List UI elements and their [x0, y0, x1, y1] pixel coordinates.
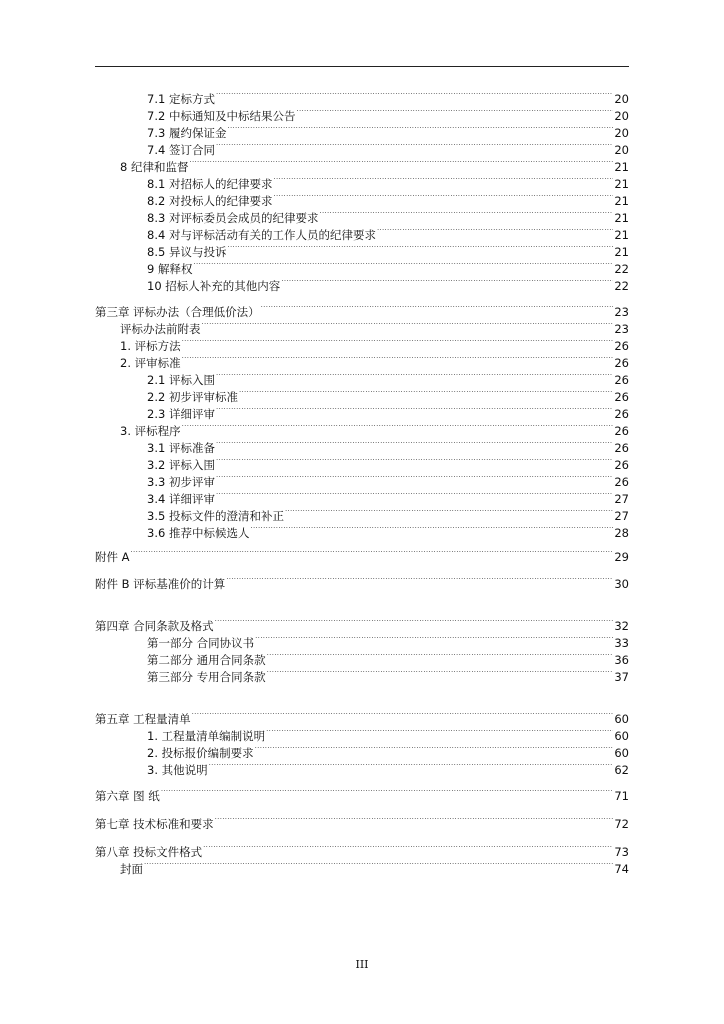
toc-entry-page: 26	[614, 407, 629, 421]
toc-entry[interactable]	[147, 104, 629, 123]
toc-entry-page: 26	[614, 390, 629, 404]
toc-entry-title: 第三章 评标办法（合理低价法）	[95, 305, 260, 319]
toc-entry-page: 60	[614, 729, 629, 743]
toc-entry-page: 23	[614, 305, 629, 319]
toc-entry-title: 3.3 初步评审	[147, 475, 215, 489]
toc-entry[interactable]	[120, 317, 629, 336]
toc-entry-page: 33	[614, 636, 629, 650]
dot-leader	[209, 758, 614, 774]
toc-entry-page: 20	[614, 143, 629, 157]
dot-leader	[281, 274, 613, 290]
toc-entry-page: 29	[614, 550, 629, 564]
toc-entry-page: 21	[614, 194, 629, 208]
toc-chapter[interactable]	[95, 812, 629, 831]
toc-entry[interactable]	[147, 368, 629, 387]
dot-leader	[182, 334, 614, 350]
dot-leader	[319, 206, 613, 222]
toc-entry[interactable]	[147, 240, 629, 259]
toc-entry[interactable]	[120, 857, 629, 876]
toc-entry-title: 2. 投标报价编制要求	[147, 746, 254, 760]
toc-entry[interactable]	[147, 741, 629, 760]
toc-entry-page: 22	[614, 279, 629, 293]
toc-chapter[interactable]	[95, 707, 629, 726]
toc-entry-title: 第五章 工程量清单	[95, 712, 191, 726]
toc-entry[interactable]	[147, 385, 629, 404]
toc-entry-title: 8.3 对评标委员会成员的纪律要求	[147, 211, 319, 225]
toc-entry-page: 23	[614, 322, 629, 336]
toc-entry-title: 7.3 履约保证金	[147, 126, 227, 140]
toc-entry-page: 27	[614, 492, 629, 506]
toc-chapter[interactable]	[95, 545, 629, 564]
toc-entry-title: 附件 B 评标基准价的计算	[95, 577, 226, 591]
toc-entry-page: 73	[614, 845, 629, 859]
toc-entry[interactable]	[147, 172, 629, 191]
toc-entry-page: 36	[614, 653, 629, 667]
toc-entry-page: 74	[614, 862, 629, 876]
dot-leader	[261, 300, 614, 316]
toc-entry-page: 26	[614, 441, 629, 455]
toc-entry-title: 第二部分 通用合同条款	[147, 653, 266, 667]
toc-entry[interactable]	[147, 206, 629, 225]
toc-entry[interactable]	[147, 223, 629, 242]
toc-entry-title: 第一部分 合同协议书	[147, 636, 255, 650]
toc-entry-page: 26	[614, 424, 629, 438]
toc-entry-title: 8 纪律和监督	[120, 160, 189, 174]
dot-leader	[216, 138, 613, 154]
toc-entry[interactable]	[120, 419, 629, 438]
toc-entry-title: 第三部分 专用合同条款	[147, 670, 266, 684]
toc-entry-page: 32	[614, 619, 629, 633]
toc-entry-title: 评标办法前附表	[120, 322, 201, 336]
dot-leader	[182, 419, 614, 435]
dot-leader	[255, 741, 614, 757]
toc-entry[interactable]	[147, 665, 629, 684]
dot-leader	[216, 402, 613, 418]
toc-entry[interactable]	[120, 351, 629, 370]
toc-entry[interactable]	[147, 758, 629, 777]
dot-leader	[203, 840, 613, 856]
toc-chapter[interactable]	[95, 784, 629, 803]
dot-leader	[182, 351, 614, 367]
toc-entry-title: 3. 其他说明	[147, 763, 208, 777]
toc-entry-page: 20	[614, 126, 629, 140]
dot-leader	[202, 317, 614, 333]
dot-leader	[227, 121, 613, 137]
toc-entry-title: 7.4 签订合同	[147, 143, 215, 157]
toc-entry-title: 3. 评标程序	[120, 424, 181, 438]
toc-chapter[interactable]	[95, 572, 629, 591]
toc-entry-page: 21	[614, 211, 629, 225]
dot-leader	[131, 545, 614, 561]
toc-entry-page: 26	[614, 475, 629, 489]
toc-entry-title: 7.2 中标通知及中标结果公告	[147, 109, 296, 123]
toc-entry[interactable]	[147, 274, 629, 293]
toc-entry[interactable]	[147, 648, 629, 667]
toc-entry-title: 3.1 评标准备	[147, 441, 215, 455]
toc-entry-title: 附件 A	[95, 550, 130, 564]
toc-entry[interactable]	[120, 155, 629, 174]
toc-entry-page: 60	[614, 712, 629, 726]
dot-leader	[216, 87, 613, 103]
toc-entry[interactable]	[147, 138, 629, 157]
toc-entry-page: 21	[614, 177, 629, 191]
toc-entry-page: 21	[614, 245, 629, 259]
toc-entry[interactable]	[120, 334, 629, 353]
toc-entry-title: 3.5 投标文件的澄清和补正	[147, 509, 284, 523]
toc-entry-page: 21	[614, 160, 629, 174]
toc-entry[interactable]	[147, 487, 629, 506]
toc-entry-title: 3.6 推荐中标候选人	[147, 526, 250, 540]
dot-leader	[216, 487, 613, 503]
toc-entry-page: 60	[614, 746, 629, 760]
toc-entry-page: 26	[614, 356, 629, 370]
toc-entry[interactable]	[147, 257, 629, 276]
dot-leader	[215, 614, 614, 630]
dot-leader	[239, 385, 613, 401]
toc-entry-title: 2.3 详细评审	[147, 407, 215, 421]
toc-entry-title: 8.2 对投标人的纪律要求	[147, 194, 273, 208]
dot-leader	[216, 453, 613, 469]
toc-entry-title: 1. 工程量清单编制说明	[147, 729, 266, 743]
toc-entry-title: 8.4 对与评标活动有关的工作人员的纪律要求	[147, 228, 376, 242]
toc-entry-title: 1. 评标方法	[120, 339, 181, 353]
dot-leader	[255, 631, 613, 647]
toc-entry[interactable]	[147, 631, 629, 650]
toc-entry-title: 2.1 评标入围	[147, 373, 215, 387]
dot-leader	[267, 665, 614, 681]
dot-leader	[216, 470, 613, 486]
toc-entry-title: 8.5 异议与投诉	[147, 245, 227, 259]
dot-leader	[216, 368, 613, 384]
toc-entry-title: 第四章 合同条款及格式	[95, 619, 214, 633]
toc-entry-page: 20	[614, 92, 629, 106]
toc-entry[interactable]	[147, 402, 629, 421]
toc-entry[interactable]	[147, 189, 629, 208]
toc-entry-title: 9 解释权	[147, 262, 193, 276]
dot-leader	[250, 521, 613, 537]
toc-entry-title: 2. 评审标准	[120, 356, 181, 370]
dot-leader	[285, 504, 613, 520]
toc-entry-page: 20	[614, 109, 629, 123]
toc-entry[interactable]	[147, 504, 629, 523]
toc-entry[interactable]	[147, 521, 629, 540]
toc-entry-title: 2.2 初步评审标准	[147, 390, 238, 404]
dot-leader	[226, 572, 613, 588]
toc-entry[interactable]	[147, 453, 629, 472]
toc-entry[interactable]	[147, 470, 629, 489]
toc-entry-title: 8.1 对招标人的纪律要求	[147, 177, 273, 191]
dot-leader	[273, 189, 613, 205]
dot-leader	[273, 172, 613, 188]
toc-entry-title: 封面	[120, 862, 143, 876]
toc-entry[interactable]	[147, 436, 629, 455]
toc-entry-page: 26	[614, 458, 629, 472]
toc-entry-page: 26	[614, 373, 629, 387]
dot-leader	[266, 724, 613, 740]
toc-entry[interactable]	[147, 724, 629, 743]
header-rule	[95, 66, 629, 67]
toc-entry-page: 71	[614, 789, 629, 803]
toc-entry-title: 7.1 定标方式	[147, 92, 215, 106]
dot-leader	[216, 436, 613, 452]
dot-leader	[227, 240, 613, 256]
dot-leader	[377, 223, 613, 239]
toc-entry-page: 21	[614, 228, 629, 242]
page-number: III	[355, 958, 369, 971]
dot-leader	[296, 104, 613, 120]
toc-entry-title: 3.2 评标入围	[147, 458, 215, 472]
toc-entry-page: 62	[614, 763, 629, 777]
toc-entry[interactable]	[147, 121, 629, 140]
toc-entry-title: 第七章 技术标准和要求	[95, 817, 214, 831]
dot-leader	[193, 257, 613, 273]
toc-entry-page: 26	[614, 339, 629, 353]
toc-chapter[interactable]	[95, 614, 629, 633]
toc-entry-page: 72	[614, 817, 629, 831]
toc-entry-title: 第六章 图 纸	[95, 789, 160, 803]
toc-entry-title: 3.4 详细评审	[147, 492, 215, 506]
toc-entry-page: 28	[614, 526, 629, 540]
toc-entry-page: 27	[614, 509, 629, 523]
toc-entry-page: 30	[614, 577, 629, 591]
toc-entry-title: 第八章 投标文件格式	[95, 845, 203, 859]
toc-chapter[interactable]	[95, 840, 629, 859]
dot-leader	[189, 155, 613, 171]
dot-leader	[161, 784, 614, 800]
dot-leader	[192, 707, 614, 723]
toc-entry[interactable]	[147, 87, 629, 106]
dot-leader	[144, 857, 613, 873]
toc-entry-page: 37	[614, 670, 629, 684]
toc-entry-page: 22	[614, 262, 629, 276]
dot-leader	[215, 812, 614, 828]
toc-entry-title: 10 招标人补充的其他内容	[147, 279, 281, 293]
toc-chapter[interactable]	[95, 300, 629, 319]
dot-leader	[267, 648, 614, 664]
